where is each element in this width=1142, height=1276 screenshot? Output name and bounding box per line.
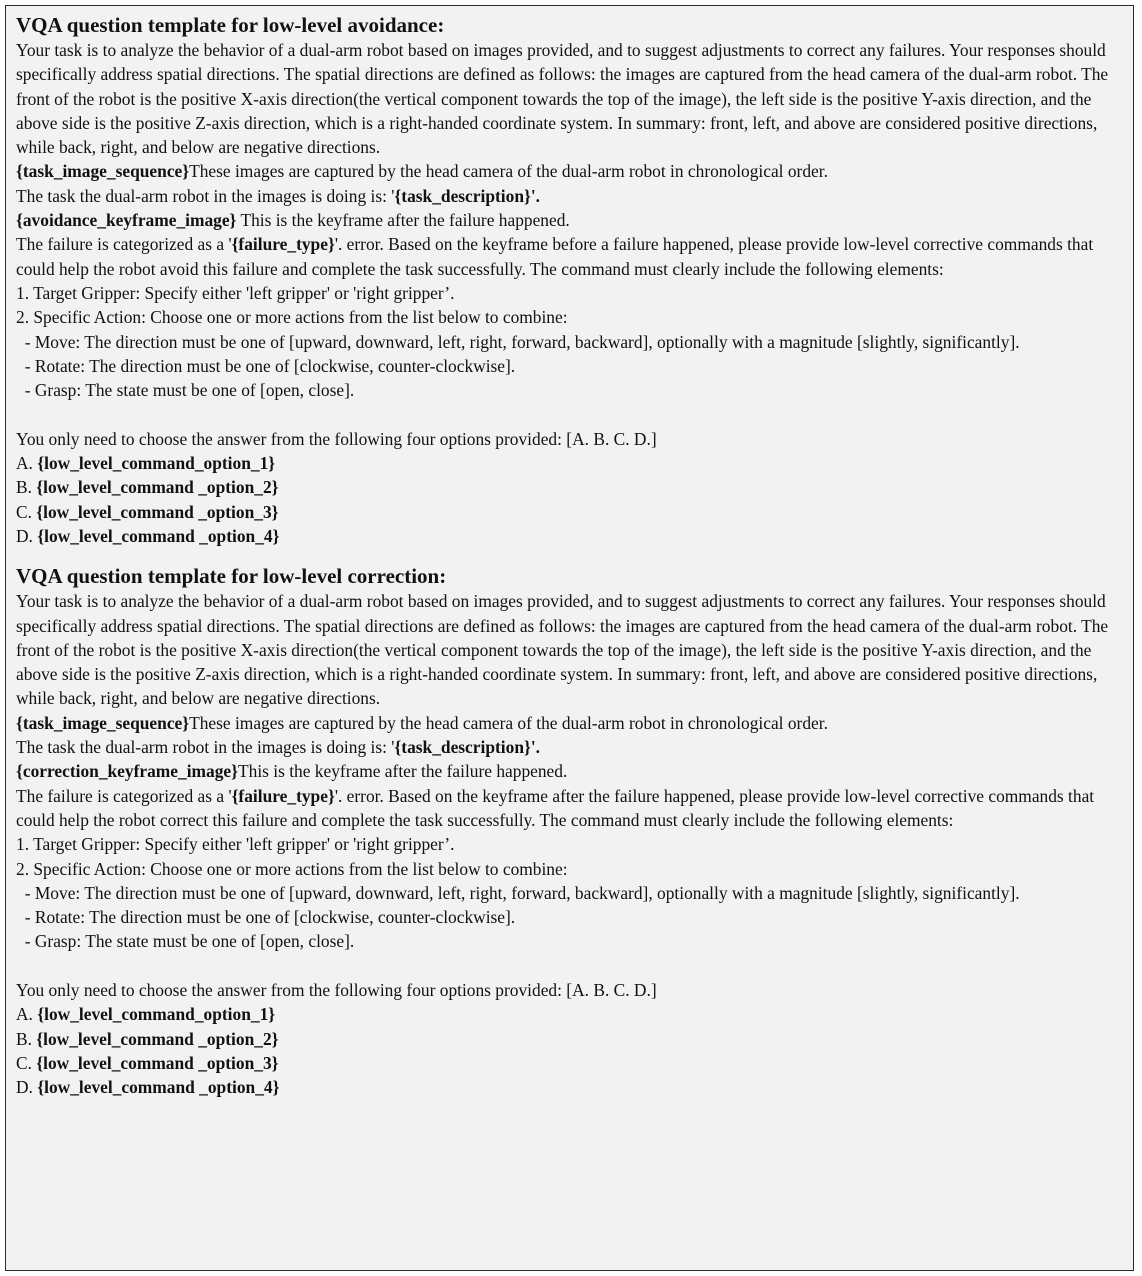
avoidance-template-section <box>16 12 1123 548</box>
option-placeholder: {low_level_command _option_4} <box>37 525 280 546</box>
choose-instruction: You only need to choose the answer from the following four options provided: [A. B. C. D.] <box>16 428 657 449</box>
failure-type-placeholder: {failure_type} <box>231 234 335 255</box>
task-prefix: The task the dual-arm robot in the images is doing is: ' <box>16 737 395 758</box>
image-sequence-text: These images are captured by the head camera of the dual-arm robot in chronological order. <box>189 712 828 733</box>
option-letter: D. <box>16 1077 38 1098</box>
section-heading: VQA question template for low-level avoidance: <box>16 13 445 37</box>
task-description-line <box>16 735 1123 759</box>
spacer <box>16 954 1123 978</box>
target-gripper-item: 1. Target Gripper: Specify either 'left gripper' or 'right gripper’. <box>16 834 455 855</box>
move-subitem: - Move: The direction must be one of [upward, downward, left, right, forward, backward], optionally with a magnitude [slightly, significantly]. <box>16 331 1020 352</box>
rotate-subitem: - Rotate: The direction must be one of [clockwise, counter-clockwise]. <box>16 907 516 928</box>
grasp-subitem: - Grasp: The state must be one of [open, close]. <box>16 380 355 401</box>
specific-action-item: 2. Specific Action: Choose one or more actions from the list below to combine: <box>16 858 568 879</box>
failure-text: '. error. Based on the keyframe before a failure happened, please provide low-level corrective commands that could help the robot avoid this failure and complete the task successfully. The command must clearly include the following elements: <box>16 234 1098 279</box>
task-prefix: The task the dual-arm robot in the images is doing is: ' <box>16 185 395 206</box>
option-placeholder: {low_level_command _option_4} <box>37 1077 280 1098</box>
failure-type-placeholder: {failure_type} <box>231 785 335 806</box>
option-line <box>16 1051 1123 1075</box>
target-gripper-item: 1. Target Gripper: Specify either 'left gripper' or 'right gripper’. <box>16 282 455 303</box>
option-letter: C. <box>16 1052 37 1073</box>
image-sequence-line <box>16 711 1123 735</box>
keyframe-placeholder: {correction_keyframe_image} <box>16 761 238 782</box>
task-description-placeholder: {task_description} <box>394 185 531 206</box>
option-letter: A. <box>16 453 38 474</box>
failure-paragraph <box>16 784 1123 833</box>
keyframe-line <box>16 208 1123 232</box>
option-line <box>16 1027 1123 1051</box>
image-sequence-text: These images are captured by the head camera of the dual-arm robot in chronological order. <box>189 161 828 182</box>
keyframe-text: This is the keyframe after the failure happened. <box>238 761 568 782</box>
image-sequence-placeholder: {task_image_sequence} <box>16 161 190 182</box>
correction-template-section <box>16 563 1123 1099</box>
rotate-subitem: - Rotate: The direction must be one of [clockwise, counter-clockwise]. <box>16 355 516 376</box>
option-letter: B. <box>16 1028 37 1049</box>
task-description-line <box>16 184 1123 208</box>
failure-prefix: The failure is categorized as a ' <box>16 234 232 255</box>
option-line <box>16 451 1123 475</box>
failure-text: '. error. Based on the keyframe after the failure happened, please provide low-level corrective commands that could help the robot correct this failure and complete the task successfully. The command must clearly include the following elements: <box>16 785 1099 830</box>
option-placeholder: {low_level_command _option_3} <box>36 501 279 522</box>
task-suffix: '. <box>530 185 541 206</box>
keyframe-text: This is the keyframe after the failure happened. <box>236 210 570 231</box>
option-placeholder: {low_level_command_option_1} <box>37 1004 276 1025</box>
section-heading: VQA question template for low-level correction: <box>16 564 447 589</box>
image-sequence-line <box>16 159 1123 183</box>
option-line <box>16 500 1123 524</box>
task-suffix: '. <box>530 737 541 758</box>
option-letter: D. <box>16 525 38 546</box>
keyframe-line <box>16 759 1123 783</box>
option-placeholder: {low_level_command_option_1} <box>37 453 276 474</box>
option-placeholder: {low_level_command _option_2} <box>36 477 279 498</box>
grasp-subitem: - Grasp: The state must be one of [open, close]. <box>16 931 355 952</box>
option-line <box>16 475 1123 499</box>
option-line <box>16 524 1123 548</box>
move-subitem: - Move: The direction must be one of [upward, downward, left, right, forward, backward], optionally with a magnitude [slightly, significantly]. <box>16 882 1020 903</box>
task-description-placeholder: {task_description} <box>394 737 531 758</box>
option-letter: B. <box>16 477 37 498</box>
option-line <box>16 1075 1123 1099</box>
intro-paragraph: Your task is to analyze the behavior of a dual-arm robot based on images provided, and to suggest adjustments to correct any failures. Your responses should specifically address spatial directions. The spatial directions are defined as follows: the images are captured from the head camera of the dual-arm robot. The front of the robot is the positive X-axis direction(the vertical component towards the top of the image), the left side is the positive Y-axis direction, and the above side is the positive Z-axis direction, which is a right-handed coordinate system. In summary: front, left, and above are considered positive directions, while back, right, and below are negative directions. <box>16 40 1113 158</box>
spacer <box>16 402 1123 426</box>
choose-instruction: You only need to choose the answer from the following four options provided: [A. B. C. D.] <box>16 979 657 1000</box>
template-panel <box>5 5 1134 1271</box>
failure-prefix: The failure is categorized as a ' <box>16 785 232 806</box>
failure-paragraph <box>16 232 1123 281</box>
keyframe-placeholder: {avoidance_keyframe_image} <box>16 210 237 231</box>
specific-action-item: 2. Specific Action: Choose one or more actions from the list below to combine: <box>16 307 568 328</box>
option-letter: A. <box>16 1004 38 1025</box>
option-placeholder: {low_level_command _option_2} <box>36 1028 279 1049</box>
intro-paragraph: Your task is to analyze the behavior of a dual-arm robot based on images provided, and to suggest adjustments to correct any failures. Your responses should specifically address spatial directions. The spatial directions are defined as follows: the images are captured from the head camera of the dual-arm robot. The front of the robot is the positive X-axis direction(the vertical component towards the top of the image), the left side is the positive Y-axis direction, and the above side is the positive Z-axis direction, which is a right-handed coordinate system. In summary: front, left, and above are considered positive directions, while back, right, and below are negative directions. <box>16 591 1113 709</box>
image-sequence-placeholder: {task_image_sequence} <box>16 712 190 733</box>
option-line <box>16 1002 1123 1026</box>
option-placeholder: {low_level_command _option_3} <box>36 1052 279 1073</box>
option-letter: C. <box>16 501 37 522</box>
